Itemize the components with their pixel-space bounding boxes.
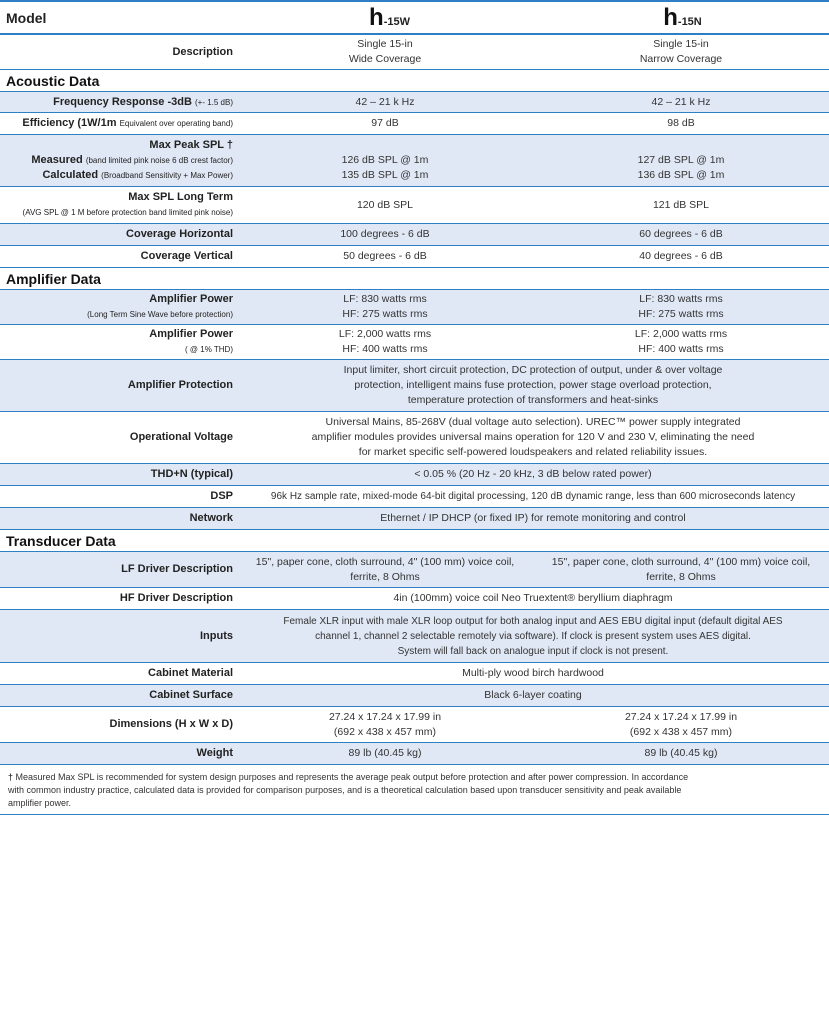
cell-h15w: 100 degrees - 6 dB: [340, 228, 430, 240]
cell-h15n: 98 dB: [667, 117, 695, 129]
row-label: Cabinet Material: [148, 667, 233, 679]
cell-line: LF: 830 watts rms: [343, 293, 427, 305]
cell-line: Female XLR input with male XLR loop output for both analog input and AES EBU digital input (default digital AES: [283, 615, 783, 627]
cell-line: LF: 2,000 watts rms: [338, 328, 432, 340]
model-label: Model: [6, 9, 47, 26]
row-sublabel: Measured: [31, 154, 83, 166]
row-label: Inputs: [200, 629, 233, 642]
cell-h15w: [237, 35, 533, 69]
cell-shared: Ethernet / IP DHCP (or fixed IP) for remote monitoring and control: [380, 512, 686, 524]
cell-line: Universal Mains, 85-268V (dual voltage auto selection). UREC™ power supply integrated: [325, 416, 741, 428]
row-label: Max Peak SPL †: [149, 139, 233, 151]
cell-line: Single 15-in: [357, 38, 413, 50]
cell-h15n: 89 lb (40.45 kg): [644, 747, 718, 759]
footnote-line: amplifier power.: [8, 798, 72, 808]
footnote-line: with common industry practice, calculated data is provided for comparison purposes, and is a theoretical calculation based upon transducer sensitivity and peak available: [8, 785, 682, 795]
cell-line: HF: 275 watts rms: [342, 308, 428, 320]
cell-line: 15", paper cone, cloth surround, 4" (100 mm) voice coil,: [255, 555, 515, 568]
model-header: [0, 0, 829, 35]
cell-h15n: [533, 707, 829, 742]
cell-line: 127 dB SPL @ 1m: [637, 153, 725, 166]
cell-h15w: 97 dB: [371, 117, 399, 129]
row-label: HF Driver Description: [119, 592, 233, 604]
cell-h15w: [237, 135, 533, 186]
row-note: (+- 1.5 dB): [194, 97, 233, 107]
cell-line: Wide Coverage: [348, 53, 422, 65]
section-transducer-data: Transducer Data: [0, 530, 829, 552]
row-label: Weight: [196, 747, 233, 759]
row-label: Coverage Vertical: [140, 250, 233, 262]
cell-line: temperature protection of transformers and heat-sinks: [407, 394, 659, 406]
footnote: [0, 765, 829, 815]
cell-h15w: [237, 325, 533, 359]
row-cabinet-surface: [0, 685, 829, 707]
row-label: Amplifier Protection: [127, 379, 233, 391]
cell-shared: Multi-ply wood birch hardwood: [462, 667, 604, 679]
model-h15n: [536, 2, 829, 33]
cell-line: 126 dB SPL @ 1m: [341, 153, 429, 166]
row-label: Efficiency (1W/1m: [22, 117, 117, 129]
cell-h15n: 60 degrees - 6 dB: [639, 228, 723, 240]
dagger-mark: †: [8, 772, 14, 782]
cell-line: ferrite, 8 Ohms: [646, 570, 716, 583]
row-label: THD+N (typical): [150, 468, 233, 480]
row-label: Description: [172, 45, 233, 58]
cell-h15w: 89 lb (40.45 kg): [348, 747, 422, 759]
row-note: (Long Term Sine Wave before protection): [87, 310, 233, 319]
cell-h15n: [533, 552, 829, 587]
cell-line: LF: 830 watts rms: [639, 293, 723, 305]
row-operational-voltage: [0, 412, 829, 464]
row-max-spl-long-term: [0, 187, 829, 224]
cell-line: amplifier modules provides universal mains operation for 120 V and 230 V, eliminating the need: [311, 431, 755, 443]
cell-h15n: 42 – 21 k Hz: [651, 95, 711, 108]
cell-line: 27.24 x 17.24 x 17.99 in: [328, 710, 442, 723]
row-efficiency: [0, 113, 829, 135]
cell-h15n: 121 dB SPL: [652, 198, 710, 211]
row-label: LF Driver Description: [121, 563, 233, 575]
row-dsp: [0, 486, 829, 508]
cell-shared: [237, 360, 829, 411]
cell-h15n: [533, 35, 829, 69]
cell-line: channel 1, channel 2 selectable remotely via software). If clock is present system uses AES digital.: [315, 630, 751, 642]
row-label: Dimensions (H x W x D): [109, 718, 233, 730]
row-label: Amplifier Power: [149, 293, 233, 305]
model-h15w: [243, 2, 536, 33]
cell-shared: 96k Hz sample rate, mixed-mode 64-bit digital processing, 120 dB dynamic range, less than 600 microseconds latency: [270, 491, 796, 502]
cell-line: System will fall back on analogue input if clock is not present.: [397, 645, 669, 657]
row-max-peak-spl: [0, 135, 829, 187]
row-label: Max SPL Long Term: [128, 191, 233, 203]
model-logo: h: [663, 3, 678, 31]
row-network: [0, 508, 829, 530]
section-amplifier-data: Amplifier Data: [0, 268, 829, 290]
cell-line: protection, intelligent mains fuse protection, power stage overload protection,: [354, 379, 712, 391]
cell-line: 136 dB SPL @ 1m: [637, 168, 725, 181]
row-sublabel: Calculated: [42, 169, 99, 181]
cell-line: HF: 400 watts rms: [342, 343, 428, 355]
row-label: Network: [189, 512, 233, 524]
cell-shared: [237, 412, 829, 463]
row-label: Frequency Response -3dB: [53, 95, 192, 108]
cell-line: 15", paper cone, cloth surround, 4" (100 mm) voice coil,: [551, 555, 811, 568]
cell-line: 27.24 x 17.24 x 17.99 in: [624, 710, 738, 723]
row-thd: [0, 464, 829, 486]
row-note: (band limited pink noise 6 dB crest factor): [85, 156, 233, 165]
row-note: (Broadband Sensitivity + Max Power): [101, 171, 233, 180]
row-lf-driver: [0, 552, 829, 588]
row-frequency-response: [0, 92, 829, 113]
section-acoustic-data: Acoustic Data: [0, 70, 829, 92]
cell-line: Single 15-in: [653, 38, 709, 50]
cell-line: ferrite, 8 Ohms: [350, 570, 420, 583]
cell-shared: < 0.05 % (20 Hz - 20 kHz, 3 dB below rated power): [414, 468, 652, 480]
cell-h15n: 40 degrees - 6 dB: [639, 250, 723, 262]
row-amplifier-power-long-term: [0, 290, 829, 325]
cell-h15n: [533, 290, 829, 324]
row-amplifier-power-thd: [0, 325, 829, 360]
row-dimensions: [0, 707, 829, 743]
row-hf-driver: [0, 588, 829, 610]
cell-h15w: 50 degrees - 6 dB: [343, 250, 427, 262]
row-cabinet-material: [0, 663, 829, 685]
cell-line: 135 dB SPL @ 1m: [341, 168, 429, 181]
model-suffix: -15N: [677, 15, 702, 28]
row-coverage-horizontal: [0, 224, 829, 246]
model-suffix: -15W: [383, 15, 410, 28]
row-note: ( @ 1% THD): [185, 345, 233, 354]
row-label: Coverage Horizontal: [126, 228, 233, 240]
cell-h15w: 120 dB SPL: [356, 198, 414, 211]
row-label: Cabinet Surface: [149, 689, 233, 701]
row-label: Amplifier Power: [149, 328, 233, 340]
cell-line: HF: 275 watts rms: [638, 308, 724, 320]
cell-line: HF: 400 watts rms: [638, 343, 724, 355]
cell-h15w: 42 – 21 k Hz: [355, 95, 415, 108]
row-inputs: [0, 610, 829, 663]
cell-shared: 4in (100mm) voice coil Neo Truextent® beryllium diaphragm: [393, 592, 673, 604]
cell-h15n: [533, 135, 829, 186]
cell-line: for market specific self-powered loudspeakers and related reliability issues.: [358, 446, 708, 458]
model-logo: h: [369, 3, 384, 31]
cell-h15w: [237, 290, 533, 324]
row-description: [0, 35, 829, 70]
row-label: Operational Voltage: [129, 431, 233, 443]
cell-h15w: [237, 552, 533, 587]
cell-line: Input limiter, short circuit protection, DC protection of output, under & over voltage: [343, 364, 723, 376]
row-note: (AVG SPL @ 1 M before protection band limited pink noise): [22, 208, 233, 217]
cell-h15n: [533, 325, 829, 359]
cell-h15w: [237, 707, 533, 742]
row-label: DSP: [210, 490, 233, 502]
footnote-line: Measured Max SPL is recommended for system design purposes and represents the average peak output before protection and after power compression. In accordance: [15, 772, 689, 782]
cell-shared: [237, 610, 829, 662]
cell-line: LF: 2,000 watts rms: [634, 328, 728, 340]
row-coverage-vertical: [0, 246, 829, 268]
cell-line: Narrow Coverage: [639, 53, 723, 65]
cell-line: (692 x 438 x 457 mm): [333, 725, 437, 738]
row-note: Equivalent over operating band): [119, 119, 233, 128]
row-amplifier-protection: [0, 360, 829, 412]
row-weight: [0, 743, 829, 765]
cell-line: (692 x 438 x 457 mm): [629, 725, 733, 738]
cell-shared: Black 6-layer coating: [484, 689, 582, 701]
